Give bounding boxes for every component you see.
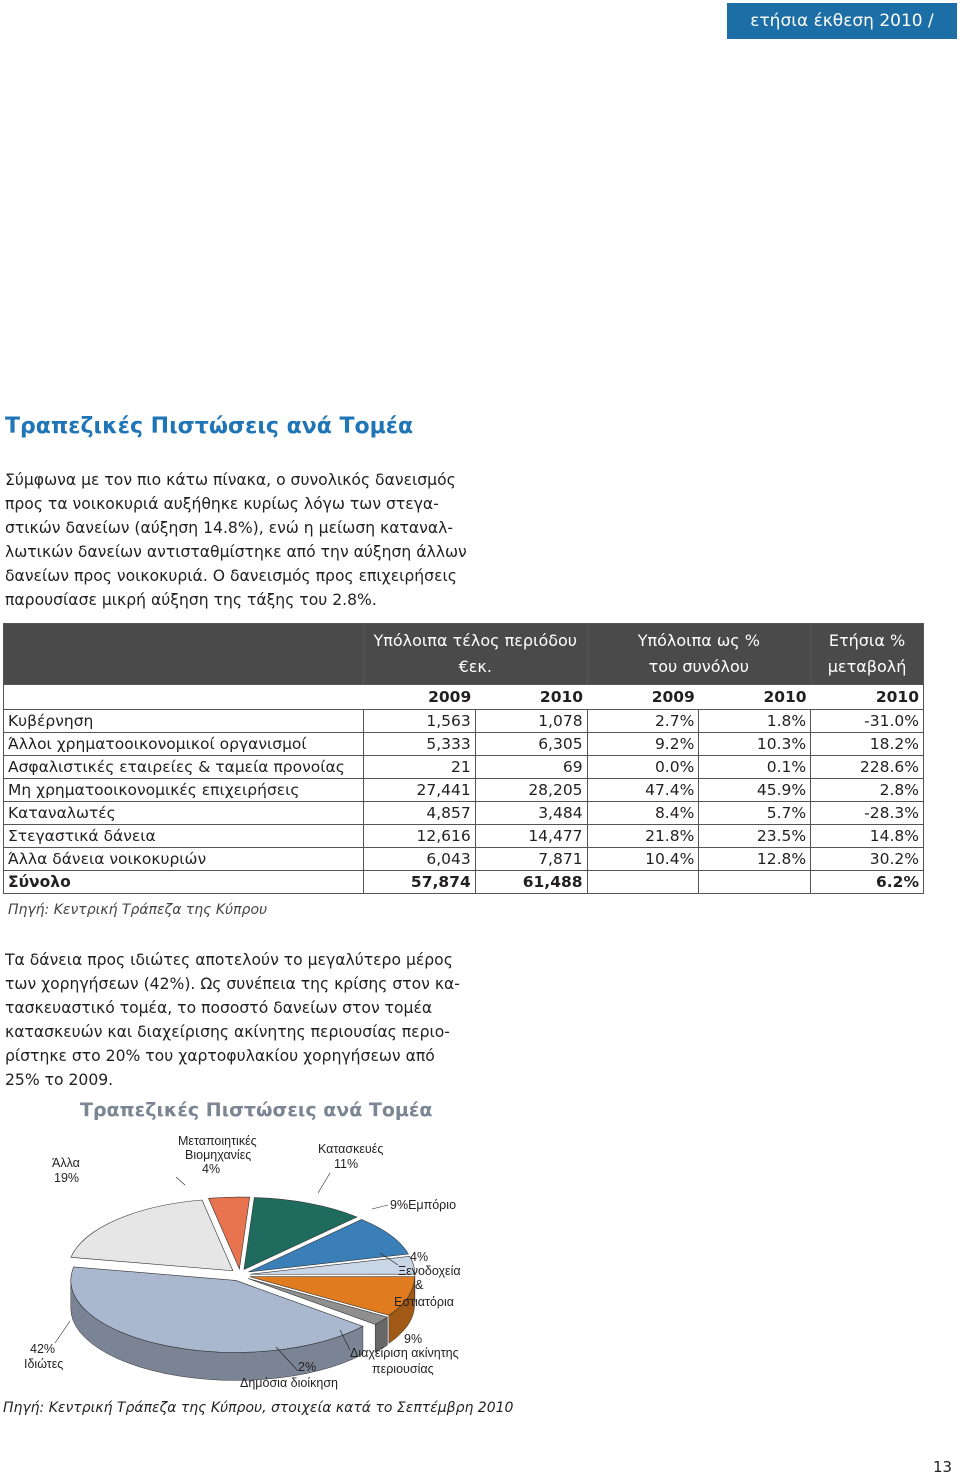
header-change: Ετήσια % μεταβολή <box>811 624 924 685</box>
table-source: Πηγή: Κεντρική Τράπεζα της Κύπρου <box>8 902 268 918</box>
label-other-value: 19% <box>54 1171 80 1185</box>
row-value: 14.8% <box>811 825 924 848</box>
year-header: 2009 <box>587 685 699 710</box>
page-number: 13 <box>933 1458 953 1476</box>
row-value: 3,484 <box>475 802 587 825</box>
section-title: Τραπεζικές Πιστώσεις ανά Τομέα <box>5 414 414 439</box>
label-manufacturing-2: Βιομηχανίες <box>185 1148 252 1162</box>
row-label: Καταναλωτές <box>4 802 364 825</box>
intro-line: προς τα νοικοκυριά αυξήθηκε κυρίως λόγω των στεγα- <box>5 495 439 513</box>
row-value: 1,563 <box>363 710 475 733</box>
row-value: 18.2% <box>811 733 924 756</box>
row-value: 21 <box>363 756 475 779</box>
pie-slice <box>71 1200 233 1271</box>
table-row <box>4 733 924 756</box>
para-line: κατασκευών και διαχείρισης ακίνητης περιουσίας περιο- <box>5 1023 450 1041</box>
row-value: 14,477 <box>475 825 587 848</box>
label-construction: Κατασκευές <box>318 1142 384 1156</box>
label-realestate-value: 9% <box>404 1332 423 1346</box>
table-row <box>4 802 924 825</box>
row-label: Άλλοι χρηματοοικονομικοί οργανισμοί <box>4 733 364 756</box>
row-value: 0.0% <box>587 756 699 779</box>
row-value: 1,078 <box>475 710 587 733</box>
row-label: Μη χρηματοοικονομικές επιχειρήσεις <box>4 779 364 802</box>
para-line: 25% το 2009. <box>5 1071 114 1089</box>
label-hotels-amp: & <box>415 1278 424 1292</box>
intro-line: λωτικών δανείων αντισταθμίστηκε από την αύξηση άλλων <box>5 543 467 561</box>
row-value: -31.0% <box>811 710 924 733</box>
row-value: 12,616 <box>363 825 475 848</box>
row-value: 6,305 <box>475 733 587 756</box>
para-line: Τα δάνεια προς ιδιώτες αποτελούν το μεγαλύτερο μέρος <box>5 951 453 969</box>
row-value: 21.8% <box>587 825 699 848</box>
row-label: Σύνολο <box>4 871 364 894</box>
para-line: τασκευαστικό τομέα, το ποσοστό δανείων στον τομέα <box>5 999 433 1017</box>
label-hotels-2: Εστιατόρια <box>394 1295 454 1309</box>
row-value: 28,205 <box>475 779 587 802</box>
row-value: 69 <box>475 756 587 779</box>
para-line: των χορηγήσεων (42%). Ως συνέπεια της κρίσης στον κα- <box>5 975 460 993</box>
table-row <box>4 848 924 871</box>
loans-paragraph <box>5 948 465 1092</box>
row-value: 57,874 <box>363 871 475 894</box>
report-title-badge: ετήσια έκθεση 2010 / 2011 <box>727 3 957 39</box>
year-header: 2010 <box>475 685 587 710</box>
year-header: 2009 <box>363 685 475 710</box>
row-value: 10.4% <box>587 848 699 871</box>
row-value: 1.8% <box>699 710 811 733</box>
label-realestate: Διαχείριση ακίνητης <box>350 1346 459 1360</box>
row-value: 2.7% <box>587 710 699 733</box>
label-hotels-value: 4% <box>410 1250 429 1264</box>
row-value: 8.4% <box>587 802 699 825</box>
row-label: Ασφαλιστικές εταιρείες & ταμεία προνοίας <box>4 756 364 779</box>
row-value: 2.8% <box>811 779 924 802</box>
table-row <box>4 871 924 894</box>
row-value: 27,441 <box>363 779 475 802</box>
row-value: 228.6% <box>811 756 924 779</box>
row-value: 0.1% <box>699 756 811 779</box>
label-other: Άλλα <box>52 1156 80 1170</box>
table-row <box>4 756 924 779</box>
table-row <box>4 779 924 802</box>
row-value: 12.8% <box>699 848 811 871</box>
header-share: Υπόλοιπα ως % του συνόλου <box>587 624 811 685</box>
row-value <box>587 871 699 894</box>
row-value: 9.2% <box>587 733 699 756</box>
row-value: 6.2% <box>811 871 924 894</box>
table-row <box>4 825 924 848</box>
row-label: Κυβέρνηση <box>4 710 364 733</box>
label-public-value: 2% <box>298 1360 317 1374</box>
intro-line: Σύμφωνα με τον πιο κάτω πίνακα, ο συνολικός δανεισμός <box>5 471 456 489</box>
label-manufacturing-value: 4% <box>202 1162 221 1176</box>
row-value: 6,043 <box>363 848 475 871</box>
intro-line: στικών δανείων (αύξηση 14.8%), ενώ η μείωση καταναλ- <box>5 519 454 537</box>
credit-table <box>3 623 924 894</box>
row-value <box>699 871 811 894</box>
chart-title: Τραπεζικές Πιστώσεις ανά Τομέα <box>80 1099 433 1121</box>
chart-source: Πηγή: Κεντρική Τράπεζα της Κύπρου, στοιχεία κατά το Σεπτέμβρη 2010 <box>3 1400 514 1416</box>
row-value: 47.4% <box>587 779 699 802</box>
label-public: Δημόσια διοίκηση <box>240 1376 338 1390</box>
label-private-value: 42% <box>30 1342 56 1356</box>
label-private: Ιδιώτες <box>24 1357 64 1371</box>
intro-paragraph <box>5 468 465 612</box>
row-value: 4,857 <box>363 802 475 825</box>
label-construction-value: 11% <box>334 1157 359 1171</box>
table-corner <box>4 624 364 685</box>
row-value: 30.2% <box>811 848 924 871</box>
year-corner <box>4 685 364 710</box>
intro-line: παρουσίασε μικρή αύξηση της τάξης του 2.8%. <box>5 591 377 609</box>
row-label: Στεγαστικά δάνεια <box>4 825 364 848</box>
row-value: 23.5% <box>699 825 811 848</box>
label-realestate-2: περιουσίας <box>372 1362 434 1376</box>
para-line: ρίστηκε στο 20% του χαρτοφυλακίου χορηγήσεων από <box>5 1047 435 1065</box>
year-header: 2010 <box>699 685 811 710</box>
sector-pie-chart <box>0 1125 480 1395</box>
label-hotels: Ξενοδοχεία <box>398 1264 461 1278</box>
row-value: 5.7% <box>699 802 811 825</box>
table-row <box>4 710 924 733</box>
row-value: 5,333 <box>363 733 475 756</box>
header-balances: Υπόλοιπα τέλος περιόδου €εκ. <box>363 624 587 685</box>
year-header: 2010 <box>811 685 924 710</box>
row-value: 61,488 <box>475 871 587 894</box>
row-value: 10.3% <box>699 733 811 756</box>
row-label: Άλλα δάνεια νοικοκυριών <box>4 848 364 871</box>
row-value: 45.9% <box>699 779 811 802</box>
label-manufacturing: Μεταποιητικές <box>178 1134 257 1148</box>
intro-line: δανείων προς νοικοκυριά. Ο δανεισμός προς επιχειρήσεις <box>5 567 457 585</box>
label-trade: 9%Εμπόριο <box>390 1198 457 1212</box>
row-value: -28.3% <box>811 802 924 825</box>
row-value: 7,871 <box>475 848 587 871</box>
